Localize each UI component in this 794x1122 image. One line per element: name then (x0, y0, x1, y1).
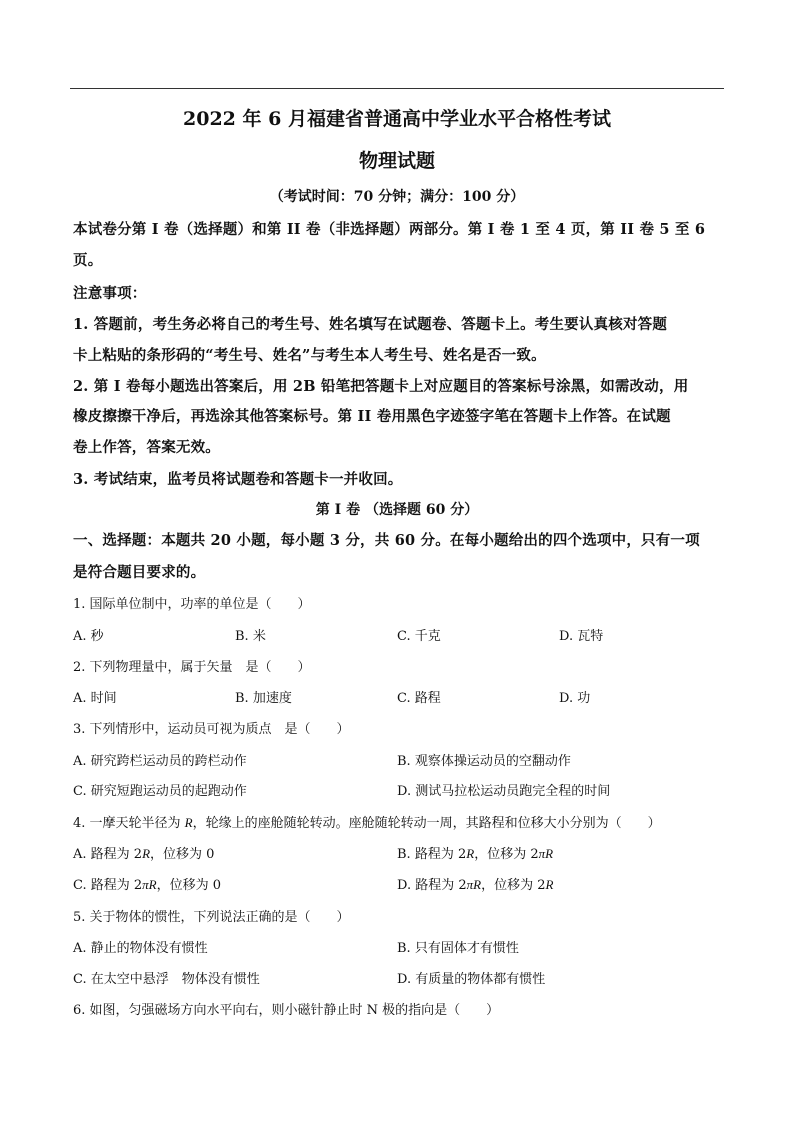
question-2-stem: 2. 下列物理量中，属于矢量 是（ ） (73, 660, 311, 675)
option-b-r2: R (545, 846, 554, 861)
option-c-text-2: ，位移为 0 (156, 878, 222, 893)
option-b-text-2: ，位移为 2 (474, 847, 539, 862)
radius-symbol: R (184, 815, 193, 830)
header-rule (70, 88, 724, 89)
option-a-text-1: A. 路程为 2 (73, 847, 143, 862)
question-1-stem: 1. 国际单位制中，功率的单位是（ ） (73, 597, 311, 612)
question-1-option-a: A. 秒 (73, 629, 104, 644)
option-d-r2: R (545, 877, 554, 892)
question-1-option-d: D. 瓦特 (559, 629, 604, 644)
note-2-line-2: 橡皮擦擦干净后，再选涂其他答案标号。第 II 卷用黑色字迹签字笔在答题卡上作答。在试题 (73, 408, 671, 425)
note-3: 3. 考试结束，监考员将试题卷和答题卡一并收回。 (73, 471, 403, 488)
exam-title: 2022 年 6 月福建省普通高中学业水平合格性考试 (183, 108, 611, 130)
section-1-title: 第 I 卷 （选择题 60 分） (315, 502, 479, 518)
question-4-option-d (397, 874, 553, 893)
option-d-r: R (473, 877, 482, 892)
note-1-line-2: 卡上粘贴的条形码的“考生号、姓名”与考生本人考生号、姓名是否一致。 (73, 347, 546, 364)
question-3-stem: 3. 下列情形中，运动员可视为质点 是（ ） (73, 722, 350, 737)
note-2-line-1: 2. 第 I 卷每小题选出答案后，用 2B 铅笔把答题卡上对应题目的答案标号涂黑，如需改动，用 (73, 378, 689, 395)
option-b-text-1: B. 路程为 2 (397, 847, 467, 862)
option-c-pi: π (142, 877, 149, 892)
question-3-option-b: B. 观察体操运动员的空翻动作 (397, 754, 571, 769)
option-a-text-2: ，位移为 0 (150, 847, 215, 862)
intro-line-2: 页。 (73, 252, 103, 269)
question-3-option-c: C. 研究短跑运动员的起跑动作 (73, 784, 247, 799)
question-4-stem-part-2: ，轮缘上的座舱随轮转动。座舱随轮转动一周，其路程和位移大小分别为（ ） (192, 816, 661, 831)
question-4-option-b (397, 843, 553, 862)
question-3-option-d: D. 测试马拉松运动员跑完全程的时间 (397, 784, 611, 799)
subject-title: 物理试题 (358, 150, 435, 172)
question-4-stem (73, 812, 661, 831)
question-5-option-c: C. 在太空中悬浮 物体没有惯性 (73, 972, 260, 987)
question-5-option-b: B. 只有固体才有惯性 (397, 941, 519, 956)
option-a-r: R (142, 846, 151, 861)
notes-heading: 注意事项： (73, 285, 147, 302)
option-d-pi: π (466, 877, 474, 892)
note-1-line-1: 1. 答题前，考生务必将自己的考生号、姓名填写在试题卷、答题卡上。考生要认真核对答题 (73, 316, 668, 333)
option-c-text-1: C. 路程为 2 (73, 878, 143, 893)
question-2-option-a: A. 时间 (73, 691, 117, 706)
question-1-option-c: C. 千克 (397, 629, 441, 644)
note-2-line-3: 卷上作答，答案无效。 (73, 439, 220, 456)
intro-line-1: 本试卷分第 I 卷（选择题）和第 II 卷（非选择题）两部分。第 I 卷 1 至 4 页，第 II 卷 5 至 6 (73, 221, 706, 238)
option-d-text-2: ，位移为 2 (481, 878, 546, 893)
time-info: （考试时间：70 分钟；满分：100 分） (269, 189, 525, 205)
option-c-r: R (148, 877, 157, 892)
question-4-option-a (73, 843, 214, 862)
question-1-option-b: B. 米 (235, 629, 266, 644)
question-3-option-a: A. 研究跨栏运动员的跨栏动作 (73, 754, 247, 769)
question-4-option-c (73, 874, 221, 893)
question-6-stem: 6. 如图，匀强磁场方向水平向右，则小磁针静止时 N 极的指向是（ ） (73, 1003, 500, 1018)
question-2-option-d: D. 功 (559, 691, 591, 706)
section-1-instr-line-2: 是符合题目要求的。 (73, 564, 206, 581)
section-1-instr-line-1: 一、选择题：本题共 20 小题，每小题 3 分，共 60 分。在每小题给出的四个选项中，只有一项 (73, 532, 700, 549)
question-2-option-c: C. 路程 (397, 691, 441, 706)
option-b-pi: π (538, 846, 546, 861)
question-5-stem: 5. 关于物体的惯性，下列说法正确的是（ ） (73, 910, 350, 925)
question-5-option-a: A. 静止的物体没有惯性 (73, 941, 208, 956)
option-d-text-1: D. 路程为 2 (397, 878, 467, 893)
option-b-r: R (466, 846, 475, 861)
question-5-option-d: D. 有质量的物体都有惯性 (397, 972, 546, 987)
question-2-option-b: B. 加速度 (235, 691, 292, 706)
question-4-stem-part-1: 4. 一摩天轮半径为 (73, 816, 185, 831)
